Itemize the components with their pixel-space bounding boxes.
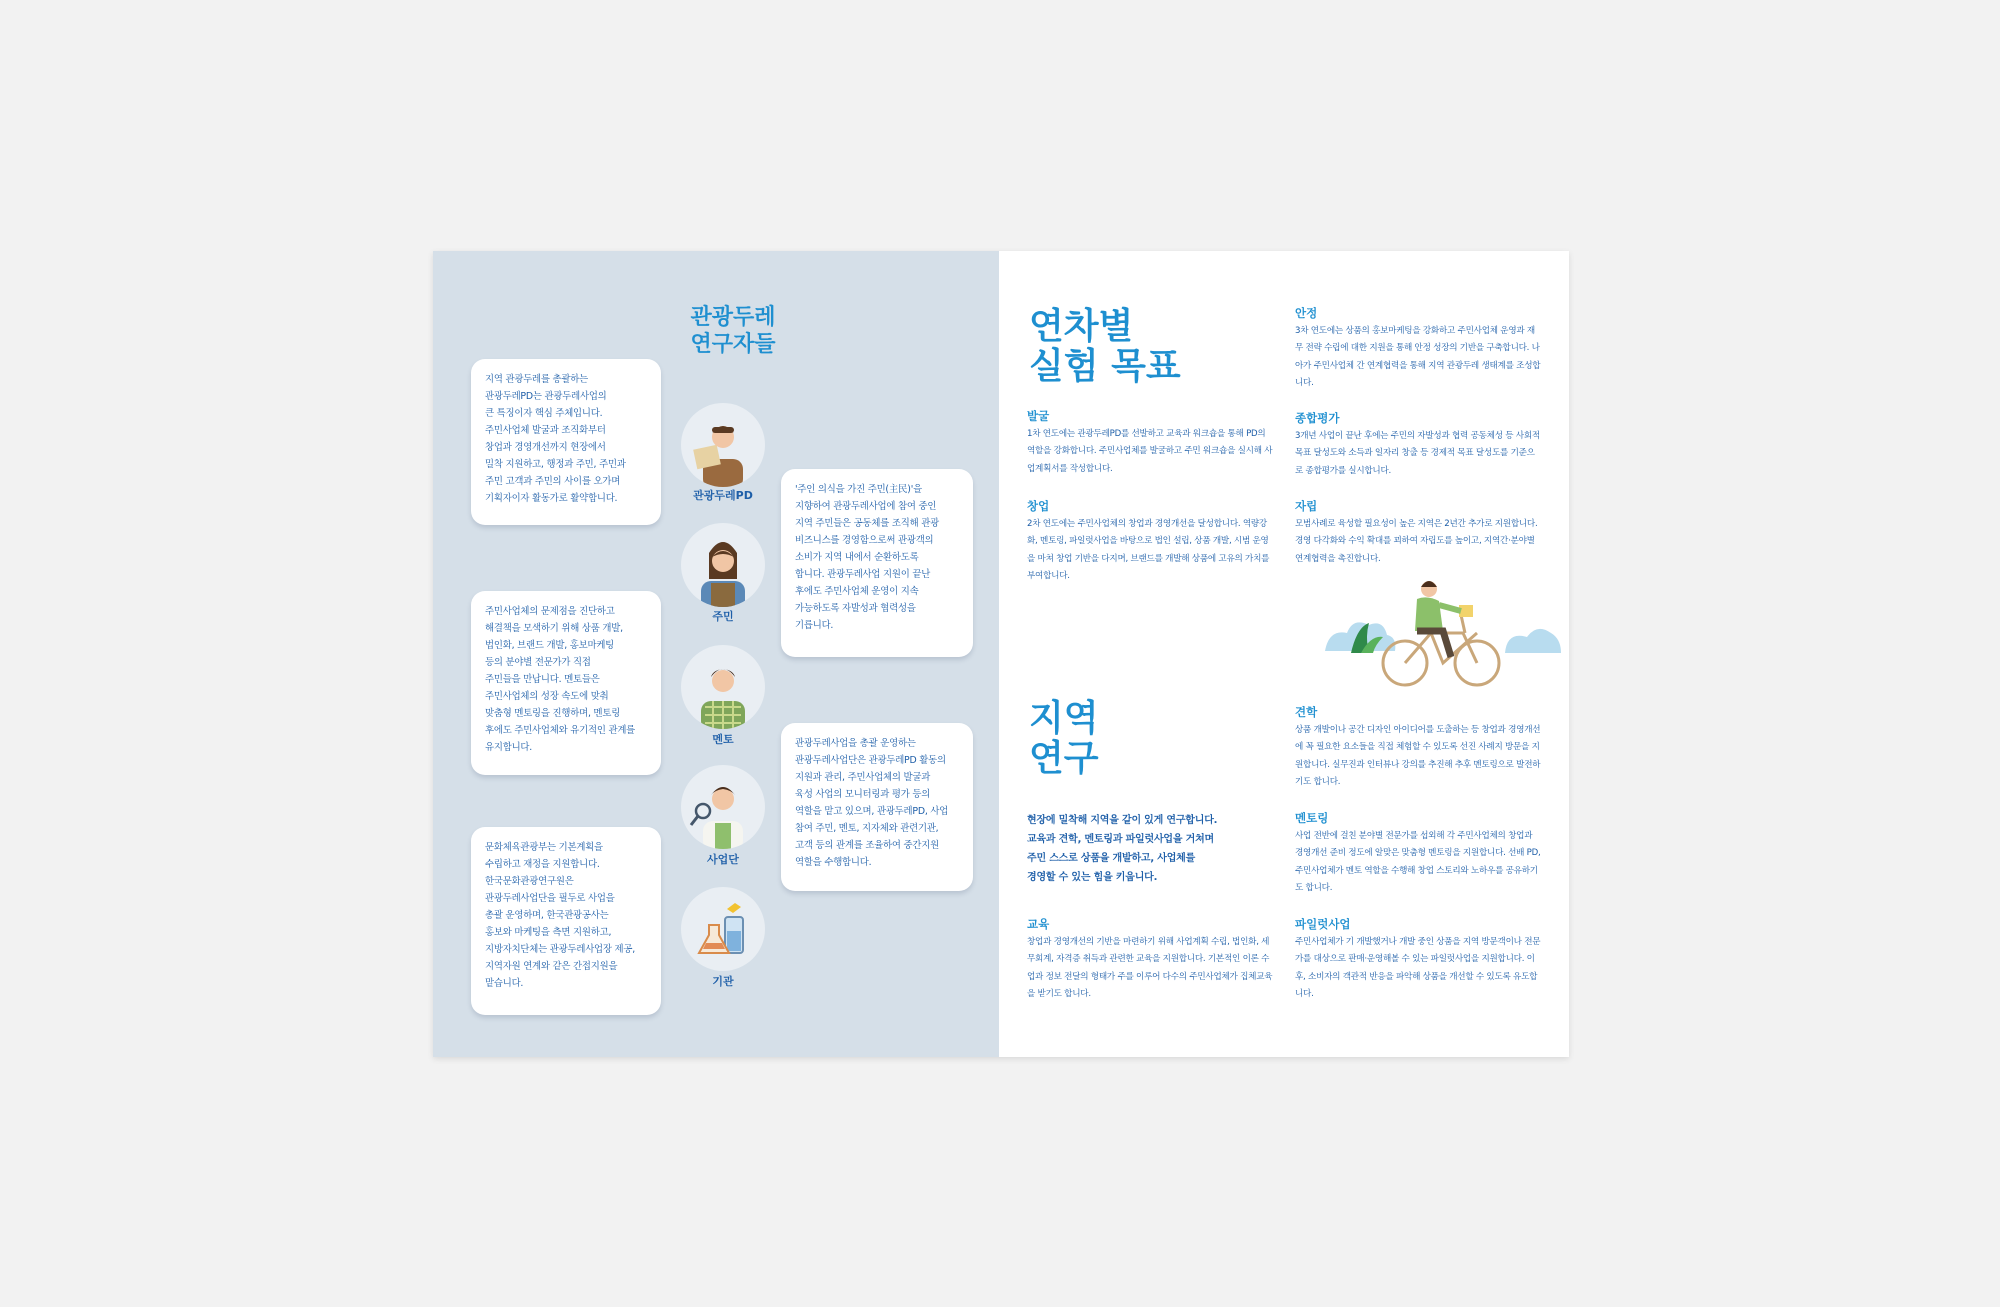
goal-heading: 발굴: [1027, 409, 1050, 423]
speech-bubble-mentor: [471, 591, 661, 775]
person-label-pd: 관광두레PD: [693, 489, 753, 502]
research-body: 창업과 경영개선의 기반을 마련하기 위해 사업계획 수립, 법인화, 세무회계, 자격증 취득과 관련한 교육을 지원합니다. 기본적인 이론 수업과 정보 전달의 형태가 주를 이루어 다수의 주민사업체가 집체교육을 받기도 합니다.: [1027, 937, 1273, 1000]
pd-person-icon: [681, 403, 765, 487]
bubble-text: 문화체육관광부는 기본계획을 수립하고 재정을 지원합니다. 한국문화관광연구원은 관광두레사업단을 필두로 사업을 총괄 운영하며, 한국관광공사는 홍보와 마케팅을 측면 지원하고, 지방자치단체는 관광두레사업장 제공, 지역자원 연계와 같은 간접지원을 맡습니다.: [485, 842, 636, 989]
person-label-project-team: 사업단: [707, 853, 739, 866]
research-heading: 파일럿사업: [1295, 917, 1351, 931]
goal-section: [1295, 306, 1541, 393]
regional-research-title: 지역 연구: [1029, 698, 1099, 779]
research-heading: 견학: [1295, 705, 1318, 719]
research-section: [1295, 917, 1541, 1004]
goal-body: 3차 연도에는 상품의 홍보마케팅을 강화하고 주민사업체 운영과 재무 전략 수립에 대한 지원을 통해 안정 성장의 기반을 구축합니다. 나아가 주민사업체 간 연계협력을 통해 지역 관광두레 생태계를 조성합니다.: [1295, 326, 1541, 389]
goal-heading: 자립: [1295, 499, 1318, 513]
speech-bubble-pd: [471, 359, 661, 525]
bubble-text: 관광두레사업을 총괄 운영하는 관광두레사업단은 관광두레PD 활동의 지원과 관리, 주민사업체의 발굴과 육성 사업의 모니터링과 평가 등의 역할을 맡고 있으며, 관광두레PD, 사업 참여 주민, 멘토, 지자체와 관련기관, 고객 등의 관계를 조율하여 중간지원 역할을 수행합니다.: [795, 738, 949, 868]
mentor-person-icon: [681, 645, 765, 729]
research-body: 상품 개발이나 공간 디자인 아이디어를 도출하는 등 창업과 경영개선에 꼭 필요한 요소들을 직접 체험할 수 있도록 선진 사례지 방문을 지원합니다. 실무진과 인터뷰나 강의를 추진해 추후 멘토링으로 발전하기도 합니다.: [1295, 725, 1541, 788]
speech-bubble-institution: [471, 827, 661, 1015]
research-heading: 교육: [1027, 917, 1050, 931]
goal-heading: 창업: [1027, 499, 1050, 513]
research-section: [1027, 917, 1273, 1004]
person-label-resident: 주민: [712, 610, 734, 623]
right-page: [999, 251, 1569, 1057]
research-heading: 멘토링: [1295, 811, 1329, 825]
person-label-mentor: 멘토: [712, 733, 734, 746]
regional-research-lead: 현장에 밀착해 지역을 같이 있게 연구합니다. 교육과 견학, 멘토링과 파일럿사업을 거쳐며 주민 스스로 상품을 개발하고, 사업체를 경영할 수 있는 힘을 키웁니다.: [1027, 815, 1218, 883]
bubble-text: 지역 관광두레를 총괄하는 관광두레PD는 관광두레사업의 큰 특징이자 핵심 주체입니다. 주민사업체 발굴과 조직화부터 창업과 경영개선까지 현장에서 밀착 지원하고, 행정과 주민, 주민과 주민 고객과 주민의 사이를 오가며 기획자이자 활동가로 활약합니다.: [485, 374, 626, 504]
resident-person-icon: [681, 523, 765, 607]
goal-heading: 종합평가: [1295, 411, 1340, 425]
brochure-spread: [433, 251, 1569, 1057]
goal-heading: 안정: [1295, 306, 1318, 320]
goal-body: 2차 연도에는 주민사업체의 창업과 경영개선을 달성합니다. 역량강화, 멘토링, 파일럿사업을 바탕으로 법인 설립, 상품 개발, 시범 운영을 마쳐 창업 기반을 다지며, 브랜드를 개발해 상품에 고유의 가치를 부여합니다.: [1027, 519, 1270, 582]
goal-section: [1027, 499, 1273, 586]
goal-section: [1295, 411, 1541, 480]
person-riding-bicycle-icon: [1321, 575, 1561, 695]
bubble-text: '주인 의식을 가진 주민(主民)'을 지향하여 관광두레사업에 참여 중인 지역 주민들은 공동체를 조직해 관광 비즈니스를 경영함으로써 관광객의 소비가 지역 내에서 순환하도록 합니다. 관광두레사업 지원이 끝난 후에도 주민사업체 운영이 지속 가능하도록 자발성과 협력성을 기릅니다.: [795, 484, 939, 631]
goal-body: 1차 연도에는 관광두레PD를 선발하고 교육과 워크숍을 통해 PD의 역할을 강화합니다. 주민사업체를 발굴하고 주민 워크숍을 실시해 사업계획서를 작성합니다.: [1027, 429, 1273, 474]
speech-bubble-project-team: [781, 723, 973, 891]
left-page-title: 관광두레 연구자들: [690, 305, 776, 357]
bubble-text: 주민사업체의 문제점을 진단하고 해결책을 모색하기 위해 상품 개발, 법인화, 브랜드 개발, 홍보마케팅 등의 분야별 전문가가 직접 주민들을 만납니다. 멘토들은 주민사업체의 성장 속도에 맞춰 맞춤형 멘토링을 진행하며, 멘토링 후에도 주민사업체와 유기적인 관계를 유지합니다.: [485, 606, 636, 753]
project-team-person-icon: [681, 765, 765, 849]
goal-section: [1295, 499, 1541, 568]
speech-bubble-resident: [781, 469, 973, 657]
research-section: [1295, 705, 1541, 792]
research-body: 사업 전반에 걸친 분야별 전문가를 섭외해 각 주민사업체의 창업과 경영개선 준비 정도에 알맞은 맞춤형 멘토링을 지원합니다. 선배 PD, 주민사업체가 멘토 역할을 수행해 창업 스토리와 노하우를 공유하기도 합니다.: [1295, 831, 1541, 894]
research-body: 주민사업체가 기 개발했거나 개발 중인 상품을 지역 방문객이나 전문가를 대상으로 판매·운영해볼 수 있는 파일럿사업을 지원합니다. 이후, 소비자의 객관적 반응을 파악해 상품을 개선할 수 있도록 유도합니다.: [1295, 937, 1541, 1000]
annual-goals-title: 연차별 실험 목표: [1029, 306, 1181, 387]
research-section: [1295, 811, 1541, 898]
goal-section: [1027, 409, 1273, 478]
goal-body: 모범사례로 육성할 필요성이 높은 지역은 2년간 추가로 지원합니다. 경영 다각화와 수익 확대를 꾀하여 자립도를 높이고, 지역간·분야별 연계협력을 촉진합니다.: [1295, 519, 1538, 564]
left-page: [433, 251, 999, 1057]
goal-body: 3개년 사업이 끝난 후에는 주민의 자발성과 협력 공동체성 등 사회적 목표 달성도와 소득과 일자리 창출 등 경제적 목표 달성도를 기준으로 종합평가를 실시합니다.: [1295, 431, 1540, 476]
person-label-institution: 기관: [712, 975, 734, 988]
institution-flask-icon: [681, 887, 765, 971]
